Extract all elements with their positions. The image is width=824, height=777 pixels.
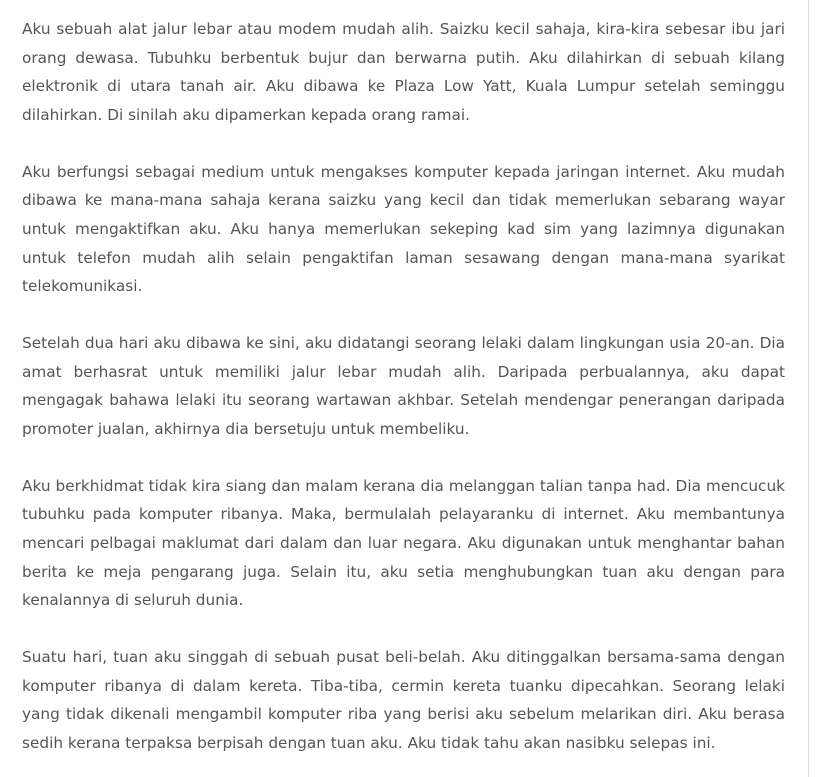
right-divider [808,0,809,777]
article-body [22,15,785,758]
paragraph-4: Aku berkhidmat tidak kira siang dan malam kerana dia melanggan talian tanpa had. Dia mencucuk tubuhku pada komputer ribanya. Maka, bermulalah pelayaranku di internet. Aku membantunya mencari pelbagai maklumat dari dalam dan luar negara. Aku digunakan untuk menghantar bahan berita ke meja pengarang juga. Selain itu, aku setia menghubungkan tuan aku dengan para kenalannya di seluruh dunia. [22,476,785,610]
paragraph-2: Aku berfungsi sebagai medium untuk mengakses komputer kepada jaringan internet. Aku mudah dibawa ke mana-mana sahaja kerana saizku yang kecil dan tidak memerlukan sebarang wayar untuk mengaktifkan aku. Aku hanya memerlukan sekeping kad sim yang lazimnya digunakan untuk telefon mudah alih selain pengaktifan laman sesawang dengan mana-mana syarikat telekomunikasi. [22,162,785,296]
paragraph-1: Aku sebuah alat jalur lebar atau modem mudah alih. Saizku kecil sahaja, kira-kira sebesar ibu jari orang dewasa. Tubuhku berbentuk bujur dan berwarna putih. Aku dilahirkan di sebuah kilang elektronik di utara tanah air. Aku dibawa ke Plaza Low Yatt, Kuala Lumpur setelah seminggu dilahirkan. Di sinilah aku dipamerkan kepada orang ramai. [22,20,785,124]
paragraph-3: Setelah dua hari aku dibawa ke sini, aku didatangi seorang lelaki dalam lingkungan usia 20-an. Dia amat berhasrat untuk memiliki jalur lebar mudah alih. Daripada perbualannya, aku dapat mengagak bahawa lelaki itu seorang wartawan akhbar. Setelah mendengar penerangan daripada promoter jualan, akhirnya dia bersetuju untuk membeliku. [22,334,785,438]
paragraph-5: Suatu hari, tuan aku singgah di sebuah pusat beli-belah. Aku ditinggalkan bersama-sama dengan komputer ribanya di dalam kereta. Tiba-tiba, cermin kereta tuanku dipecahkan. Seorang lelaki yang tidak dikenali mengambil komputer riba yang berisi aku sebelum melarikan diri. Aku berasa sedih kerana terpaksa berpisah dengan tuan aku. Aku tidak tahu akan nasibku selepas ini. [22,648,785,753]
